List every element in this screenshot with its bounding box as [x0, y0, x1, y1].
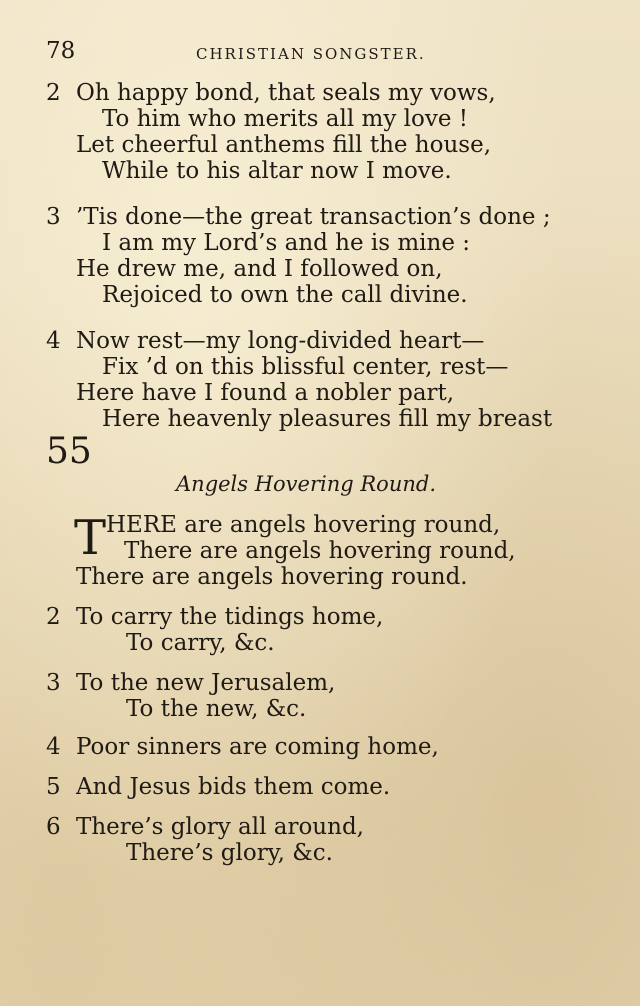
verse-line: Here have I found a nobler part, — [76, 380, 455, 406]
verse-number: 2 — [46, 80, 61, 106]
verse-line: He drew me, and I followed on, — [76, 256, 443, 282]
verse-line: To the new Jerusalem, — [76, 670, 336, 696]
verse-line: To him who merits all my love ! — [102, 106, 469, 132]
verse-line: To the new, &c. — [126, 696, 307, 722]
drop-cap: T — [74, 510, 107, 566]
verse-line: I am my Lord’s and he is mine : — [102, 230, 471, 256]
hymn-number: 55 — [46, 431, 92, 472]
verse-number: 3 — [46, 204, 61, 230]
verse-line: There are angels hovering round, — [124, 538, 516, 564]
verse-line: Now rest—my long-divided heart— — [76, 328, 485, 354]
verse-line: To carry the tidings home, — [76, 604, 384, 630]
verse-line: And Jesus bids them come. — [76, 774, 391, 800]
verse-number: 4 — [46, 328, 61, 354]
verse-line: There are angels hovering round. — [76, 564, 468, 590]
running-title: CHRISTIAN SONGSTER. — [196, 45, 426, 63]
verse-line: To carry, &c. — [126, 630, 275, 656]
page-number: 78 — [46, 38, 76, 64]
verse-line: Poor sinners are coming home, — [76, 734, 439, 760]
verse-number: 3 — [46, 670, 61, 696]
hymn-title: Angels Hovering Round. — [176, 472, 436, 496]
verse-line: Here heavenly pleasures fill my breast — [102, 406, 553, 432]
verse-number: 6 — [46, 814, 61, 840]
verse-line: There’s glory, &c. — [126, 840, 333, 866]
verse-line: Fix ’d on this blissful center, rest— — [102, 354, 509, 380]
verse-line: Let cheerful anthems fill the house, — [76, 132, 491, 158]
verse-line: While to his altar now I move. — [102, 158, 452, 184]
verse-number: 5 — [46, 774, 61, 800]
verse-line: ’Tis done—the great transaction’s done ; — [76, 204, 551, 230]
verse-line: Rejoiced to own the call divine. — [102, 282, 468, 308]
verse-number: 4 — [46, 734, 61, 760]
verse-line: HERE are angels hovering round, — [106, 512, 501, 538]
verse-line: There’s glory all around, — [76, 814, 364, 840]
verse-number: 2 — [46, 604, 61, 630]
verse-line: Oh happy bond, that seals my vows, — [76, 80, 496, 106]
